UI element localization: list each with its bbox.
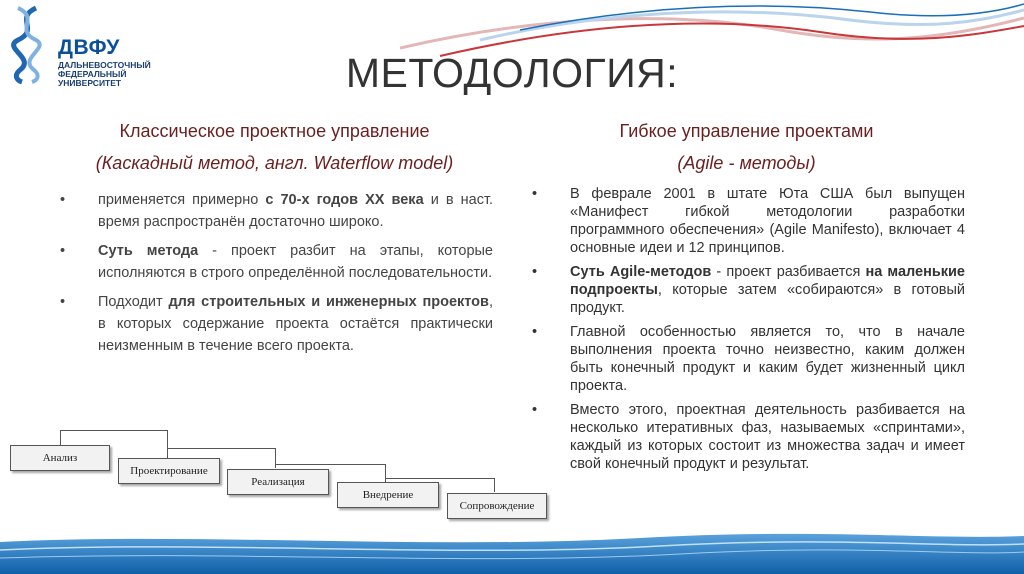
list-item xyxy=(56,240,493,284)
connector-line xyxy=(275,448,276,468)
bullet-icon: • xyxy=(60,192,66,208)
bullet-text: Вместо этого, проектная деятельность разбивается на несколько итеративных фаз, называемых «спринтами», каждый из которых состоит из множества задач и имеет свой конечный продукт и результат. xyxy=(570,402,965,472)
bullet-text: - проект разбит на этапы, которые исполняются в строго определённой последовательности. xyxy=(98,243,494,281)
bullet-icon: • xyxy=(532,264,538,280)
bullet-bold-text: Суть метода xyxy=(98,243,199,259)
list-item xyxy=(56,189,493,233)
connector-line xyxy=(494,478,495,492)
connector-line xyxy=(167,448,275,449)
connector-line xyxy=(167,430,168,458)
waterfall-stage: Проектирование xyxy=(118,458,220,484)
bullet-bold-text: Суть Agile-методов xyxy=(570,264,712,280)
waterfall-stage: Анализ xyxy=(10,445,110,471)
right-subheading: (Agile - методы) xyxy=(677,153,816,173)
bullet-text: В феврале 2001 в штате Юта США был выпущен «Манифест гибкой методологии разработки программного обеспечения» (Agile Manifesto), включает 4 основные идеи и 12 принципов. xyxy=(570,186,965,256)
waterfall-stage: Сопровождение xyxy=(447,493,547,519)
bullet-text: Подходит xyxy=(98,294,169,310)
waterfall-stage: Внедрение xyxy=(337,482,439,508)
bullet-text: - проект разбивается xyxy=(711,264,866,280)
list-item xyxy=(56,291,493,357)
bottom-wave-decoration xyxy=(0,528,1024,574)
connector-line xyxy=(385,478,495,479)
left-heading: Классическое проектное управление xyxy=(119,121,430,141)
list-item xyxy=(528,323,965,395)
bullet-text: , в которых содержание проекта остаётся практически неизменным в течение всего проекта. xyxy=(98,294,493,354)
bullet-text: применяется примерно xyxy=(98,192,266,208)
left-subheading: (Каскадный метод, англ. Waterflow model) xyxy=(95,153,454,173)
logo-line-2: ФЕДЕРАЛЬНЫЙ xyxy=(58,69,127,79)
bullet-text: и в наст. время распространён достаточно широко. xyxy=(98,192,494,230)
bullet-icon: • xyxy=(532,186,538,202)
bullet-icon: • xyxy=(532,402,538,418)
right-heading: Гибкое управление проектами xyxy=(619,121,874,141)
list-item xyxy=(528,185,965,257)
list-item xyxy=(528,401,965,473)
bullet-bold-text: с 70-х годов XX века xyxy=(265,192,424,208)
connector-line xyxy=(60,430,61,445)
bullet-bold-text: для строительных и инженерных проектов xyxy=(168,294,489,310)
connector-line xyxy=(385,464,386,482)
connector-line xyxy=(60,430,168,431)
logo-line-3: УНИВЕРСИТЕТ xyxy=(58,78,122,88)
bullet-text: , которые затем «собираются» в готовый продукт. xyxy=(570,282,965,316)
list-item xyxy=(528,263,965,317)
bullet-icon: • xyxy=(532,324,538,340)
bullet-text: Главной особенностью является то, что в начале выполнения проекта точно неизвестно, каким должен быть конечный продукт и каким будет жизненный цикл проекта. xyxy=(570,324,965,394)
bullet-icon: • xyxy=(60,243,66,259)
bullet-icon: • xyxy=(60,294,66,310)
slide-title: МЕТОДОЛОГИЯ: xyxy=(345,50,679,96)
right-bullet-list xyxy=(528,185,965,479)
connector-line xyxy=(275,464,385,465)
left-bullet-list xyxy=(56,189,493,364)
logo-line-1: ДАЛЬНЕВОСТОЧНЫЙ xyxy=(58,60,151,70)
waterfall-stage: Реализация xyxy=(227,469,329,495)
bullet-bold-text: на маленькие подпроекты xyxy=(570,264,965,298)
logo-abbreviation: ДВФУ xyxy=(58,36,120,59)
